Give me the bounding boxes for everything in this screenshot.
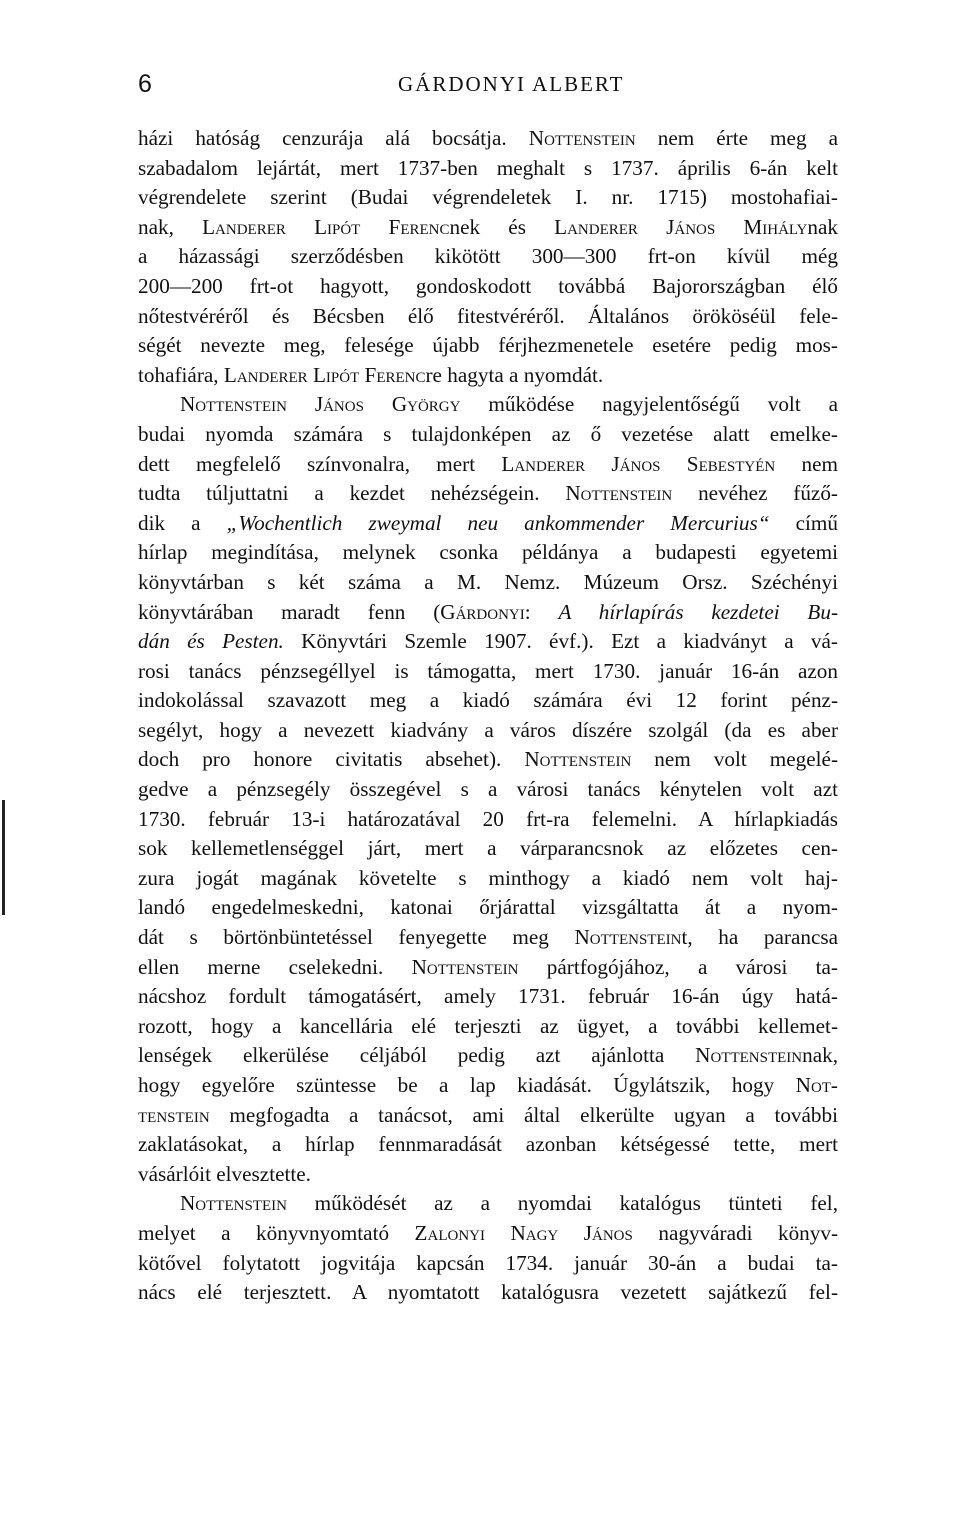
text-segment: nács elé terjesztett. A nyomtatott katalógusra vezetett sajátkezű fel- [138,1280,838,1305]
text-segment: landó engedelmeskedni, katonai őrjárattal vizsgáltatta át a nyom- [138,895,838,920]
text-line [138,1041,838,1071]
small-caps-name: Not- [795,1073,838,1097]
text-segment: 1730. február 13-i határozatával 20 frt-ra felemelni. A hírlapkiadás [138,806,838,831]
text-line [138,1249,838,1279]
text-segment: tudta túljuttatni a kezdet nehézségein. [138,481,566,506]
text-segment: nem érte meg a [635,126,838,150]
page-header [138,70,838,106]
text-segment: indokolással szavazott meg a kiadó számára évi 12 forint pénz- [138,688,838,713]
text-line [138,627,838,657]
small-caps-name: Nottenstein [565,481,673,506]
text-line [138,302,838,332]
text-segment: sok kellemetlenséggel járt, mert a várparancsnok az előzetes cen- [138,836,838,861]
text-segment: melyet a könyvnyomtató [138,1220,415,1245]
text-line [138,982,838,1012]
body-text [138,124,838,1308]
running-head: GÁRDONYI ALBERT [398,72,625,96]
text-segment: lenségek elkerülése céljából pedig azt ajánlotta [138,1043,696,1068]
text-line [138,1189,838,1219]
text-segment: megfogadta a tanácsot, ami által elkerülte ugyan a további [209,1102,838,1127]
text-line [138,183,838,213]
text-line [138,1101,838,1131]
text-segment: szabadalom lejártát, mert 1737-ben meghalt s 1737. április 6-án kelt [138,155,838,180]
text-segment: nak [807,214,838,239]
text-line [138,1071,838,1101]
text-line [138,538,838,568]
small-caps-name: Landerer János Sebestyén [501,451,776,476]
text-segment: budai nyomda számára s tulajdonképen az ő vezetése alatt emelke- [138,421,838,446]
text-line [138,1160,838,1190]
italic-text: „Wochentlich zweymal neu ankommender Mercurius“ [226,510,770,535]
small-caps-name: Gárdonyi [440,599,525,624]
text-segment: ellen merne cselekedni. [138,954,412,979]
text-segment: a házassági szerződésben kikötött 300—300 frt-on kívül még [138,244,838,269]
small-caps-name: Nottenstein [524,747,632,772]
text-line [138,331,838,361]
small-caps-name: Landerer Lipót Ferenc [202,214,450,239]
text-segment: nek és [449,214,555,239]
text-line [138,1130,838,1160]
text-line [138,598,838,628]
text-segment: tohafiára, [138,362,224,387]
text-segment: 200—200 frt-ot hagyott, gondoskodott továbbá Bajorországban élő [138,273,838,298]
text-segment: kötővel folytatott jogvitája kapcsán 1734. január 30-án a budai ta- [138,1250,838,1275]
text-segment: nem [775,451,839,476]
text-line [138,390,838,420]
small-caps-name: Nottenstein [695,1043,803,1068]
text-segment: című [769,510,838,535]
small-caps-name: Zalonyi Nagy János [414,1220,633,1245]
text-segment: Könyvtári Szemle 1907. évf.). Ezt a kiadványt a vá- [283,629,838,654]
text-line [138,686,838,716]
small-caps-name: Nottenstein János György [180,392,461,417]
small-caps-name: Nottenstein [411,954,519,979]
text-segment: t, ha parancsa [681,925,838,950]
text-segment: működése nagyjelentőségű volt a [460,392,839,417]
small-caps-name: Nottenstein [528,126,636,150]
margin-mark [2,800,5,915]
small-caps-name: Landerer Lipót Ferenc [223,362,426,387]
text-segment: végrendelete szerint (Budai végrendeletek I. nr. 1715) mostohafiai- [138,185,838,210]
italic-text: dán és Pesten. [138,629,284,654]
text-line [138,124,838,154]
text-segment: nem volt megelé- [631,747,839,772]
text-segment: rosi tanács pénzsegéllyel is támogatta, mert 1730. január 16-án azon [138,658,838,683]
text-segment: dik a [138,510,227,535]
text-segment: vásárlóit elvesztette. [138,1161,311,1186]
text-segment: ségét nevezte meg, felesége újabb férjhezmenetele esetére pedig mos- [138,333,838,358]
page-number: 6 [138,70,152,98]
text-segment: re hagyta a nyomdát. [425,362,604,387]
text-segment: nőtestvéréről és Bécsben élő fitestvéréről. Általános örököséül fele- [138,303,838,328]
text-segment: házi hatóság cenzurája alá bocsátja. [138,126,529,150]
text-line [138,953,838,983]
italic-text: A hírlapírás kezdetei Bu- [558,599,839,624]
small-caps-name: Landerer János Mihály [554,214,808,239]
small-caps-name: tenstein [138,1102,210,1127]
text-segment: pártfogójához, a városi ta- [518,954,838,979]
text-line [138,420,838,450]
text-segment: hogy egyelőre szüntesse be a lap kiadását. Úgylátszik, hogy [138,1073,796,1097]
text-line [138,213,838,243]
text-segment: zura jogát magának követelte s minthogy a kiadó nem volt haj- [138,865,838,890]
text-segment: dát s börtönbüntetéssel fenyegette meg [138,925,575,950]
text-line [138,1219,838,1249]
text-segment: doch pro honore civitatis absehet). [138,747,525,772]
text-segment: nevéhez fűző- [672,481,838,506]
text-segment: gedve a pénzsegély összegével s a városi tanács kénytelen volt azt [138,777,838,802]
text-line [138,805,838,835]
text-segment: könyvtárában maradt fenn ( [138,599,441,624]
text-line [138,923,838,953]
text-segment: segélyt, hogy a nevezett kiadvány a város díszére szolgál (da es aber [138,717,838,742]
text-segment: nácshoz fordult támogatásért, amely 1731. február 16-án úgy hatá- [138,984,838,1009]
text-line [138,509,838,539]
text-segment: működését az a nyomdai katalógus tünteti fel, [286,1191,838,1216]
text-segment: nak, [802,1043,838,1068]
text-line [138,479,838,509]
text-segment: rozott, hogy a kancellária elé terjeszti az ügyet, a további kellemet- [138,1013,838,1038]
text-line [138,1278,838,1308]
text-segment: hírlap megindítása, melynek csonka példánya a budapesti egyetemi [138,540,838,565]
text-line [138,242,838,272]
text-segment: könyvtárban s két száma a M. Nemz. Múzeum Orsz. Széchényi [138,569,838,594]
text-segment: zaklatásokat, a hírlap fennmaradását azonban kétségessé tette, mert [138,1132,838,1157]
text-line [138,834,838,864]
text-line [138,361,838,391]
small-caps-name: Nottenstein [574,925,682,950]
text-segment: nagyváradi könyv- [632,1220,838,1245]
text-line [138,893,838,923]
text-segment: dett megfelelő színvonalra, mert [138,451,502,476]
text-line [138,450,838,480]
text-line [138,272,838,302]
text-line [138,154,838,184]
text-line [138,1012,838,1042]
text-segment: nak, [138,214,203,239]
text-line [138,775,838,805]
text-segment: : [524,599,559,624]
text-line [138,864,838,894]
text-line [138,657,838,687]
small-caps-name: Nottenstein [180,1191,287,1216]
text-line [138,716,838,746]
text-line [138,745,838,775]
text-line [138,568,838,598]
